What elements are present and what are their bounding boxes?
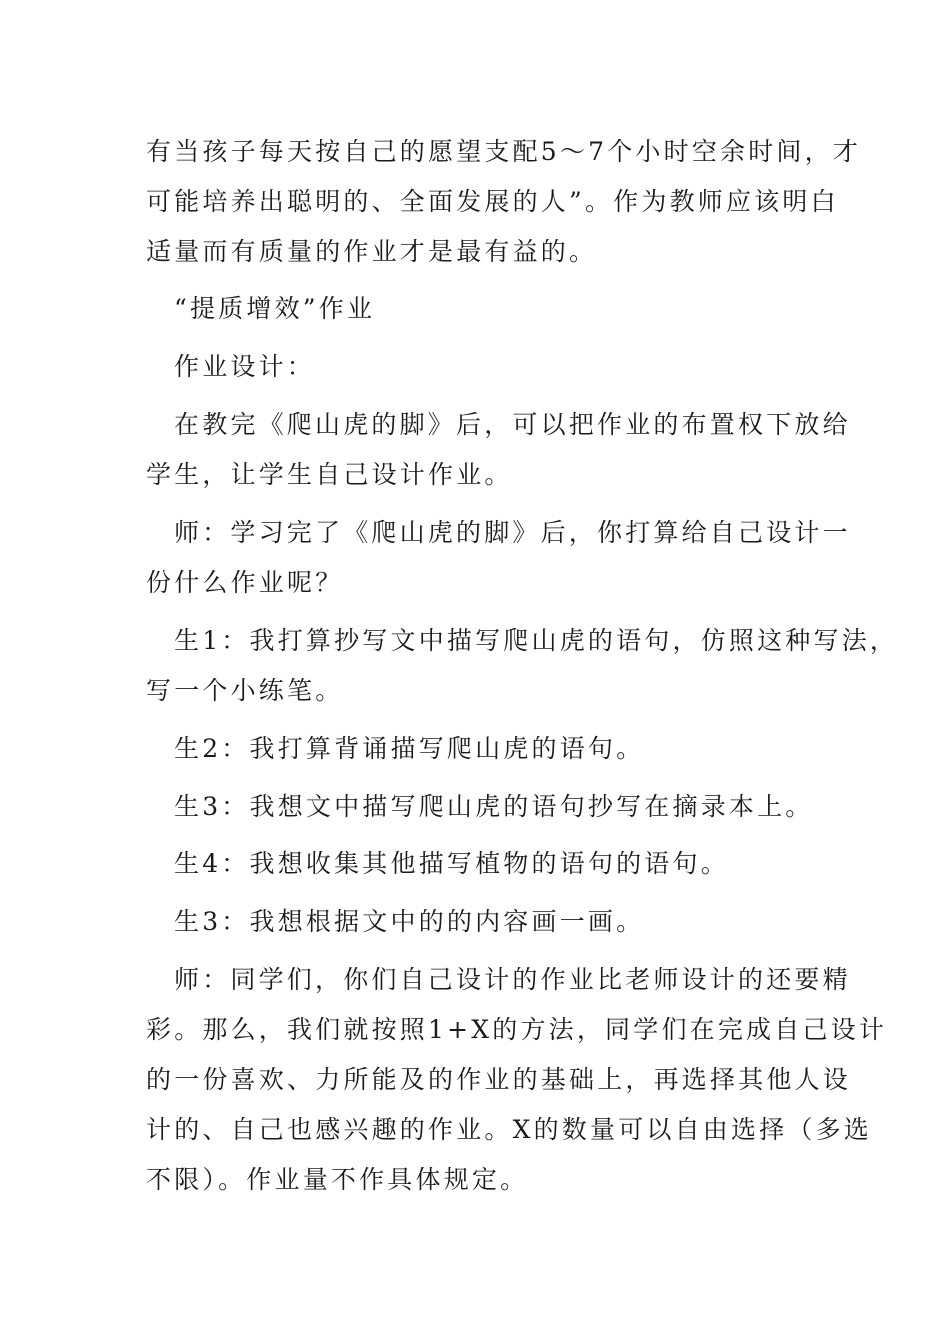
text-line: 有当孩子每天按自己的愿望支配5～7个小时空余时间，才 <box>146 137 862 166</box>
text-line: 生3：我想文中描写爬山虎的语句抄写在摘录本上。 <box>174 792 814 821</box>
text-line: 师：学习完了《爬山虎的脚》后，你打算给自己设计一 <box>174 518 851 547</box>
text-line: 生3：我想根据文中的的内容画一画。 <box>174 907 645 936</box>
text-line: 份什么作业呢？ <box>146 568 344 597</box>
text-line: 生4：我想收集其他描写植物的语句的语句。 <box>174 849 729 878</box>
text-line: 可能培养出聪明的、全面发展的人”。作为教师应该明白 <box>146 187 839 216</box>
text-line: 在教完《爬山虎的脚》后，可以把作业的布置权下放给 <box>174 410 851 439</box>
text-line: 适量而有质量的作业才是最有益的。 <box>146 237 598 266</box>
text-line: 生2：我打算背诵描写爬山虎的语句。 <box>174 734 645 763</box>
text-line: 写一个小练笔。 <box>146 676 344 705</box>
text-line: 生1：我打算抄写文中描写爬山虎的语句，仿照这种写法， <box>174 626 899 655</box>
text-line: 彩。那么，我们就按照1+X的方法，同学们在完成自己设计 <box>146 1015 888 1044</box>
text-line: 计的、自己也感兴趣的作业。X的数量可以自由选择（多选 <box>146 1115 873 1144</box>
text-line: 学生，让学生自己设计作业。 <box>146 460 513 489</box>
section-heading: “提质增效”作业 <box>174 294 376 323</box>
text-line: 作业设计： <box>174 352 316 381</box>
text-line: 不限）。作业量不作具体规定。 <box>146 1165 529 1194</box>
text-line: 的一份喜欢、力所能及的作业的基础上，再选择其他人设 <box>146 1065 852 1094</box>
text-line: 师：同学们，你们自己设计的作业比老师设计的还要精 <box>174 965 851 994</box>
